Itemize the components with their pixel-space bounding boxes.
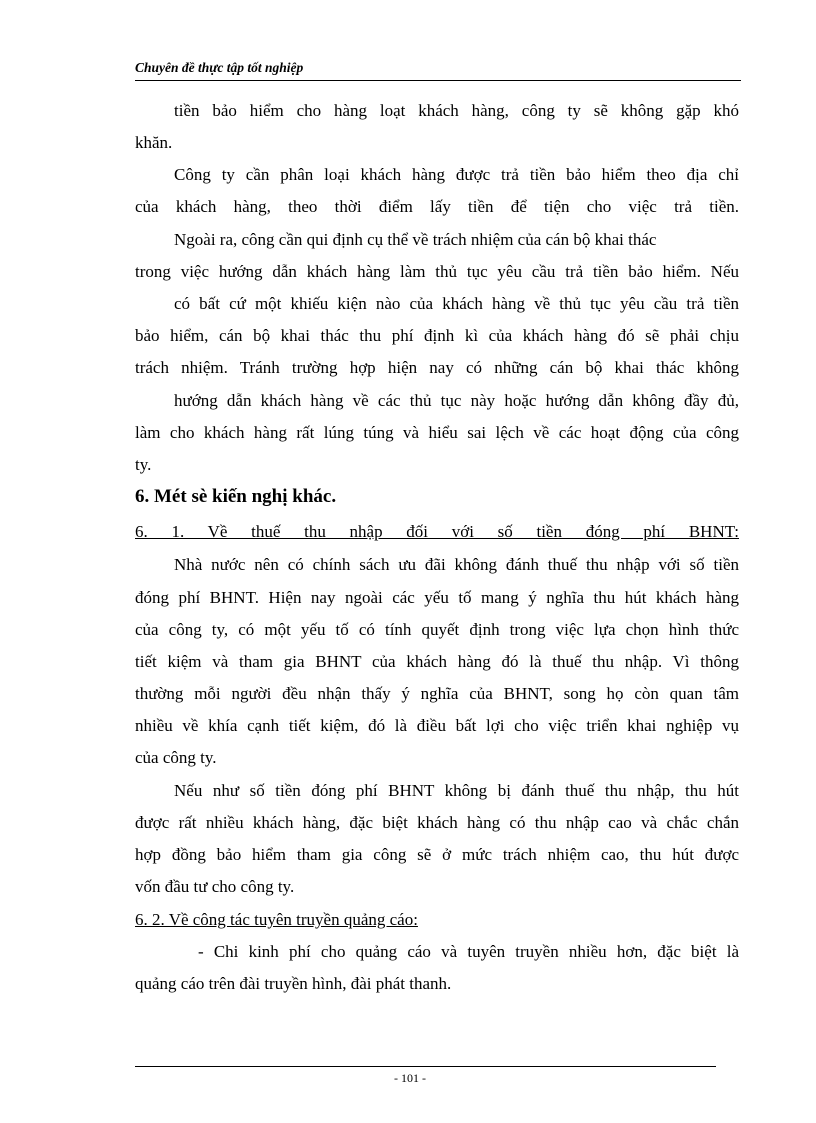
subsection-heading: 6. 2. Về công tác tuyên truyền quảng cáo: bbox=[135, 910, 418, 929]
paragraph-line: thường mỗi người đều nhận thấy ý nghĩa của BHNT, song họ còn quan tâm bbox=[135, 684, 739, 703]
paragraph-line: bảo hiểm, cán bộ khai thác thu phí định kì của khách hàng đó sẽ phải chịu bbox=[135, 326, 739, 345]
paragraph-line: Công ty cần phân loại khách hàng được trả tiền bảo hiểm theo địa chỉ bbox=[174, 165, 739, 184]
paragraph-line: được rất nhiều khách hàng, đặc biệt khách hàng có thu nhập cao và chắc chắn bbox=[135, 813, 739, 832]
paragraph-line: Ngoài ra, công cần qui định cụ thể về trách nhiệm của cán bộ khai thác bbox=[174, 230, 657, 249]
paragraph-line: có bất cứ một khiếu kiện nào của khách hàng về thủ tục yêu cầu trả tiền bbox=[174, 294, 739, 313]
paragraph-line: ty. bbox=[135, 455, 152, 474]
section-heading: 6. Mét sè kiến nghị khác. bbox=[135, 486, 337, 507]
paragraph-line: làm cho khách hàng rất lúng túng và hiểu sai lệch về các hoạt động của công bbox=[135, 423, 739, 442]
paragraph-line: trách nhiệm. Tránh trường hợp hiện nay có những cán bộ khai thác không bbox=[135, 358, 739, 377]
paragraph-line: của công ty. bbox=[135, 748, 217, 767]
paragraph-line: Nhà nước nên có chính sách ưu đãi không đánh thuế thu nhập với số tiền bbox=[174, 555, 739, 574]
paragraph-line: quảng cáo trên đài truyền hình, đài phát thanh. bbox=[135, 974, 452, 993]
paragraph-line: nhiều về khía cạnh tiết kiệm, đó là điều bất lợi cho việc triển khai nghiệp vụ bbox=[135, 716, 739, 735]
subsection-heading: 6. 1. Về thuế thu nhập đối với số tiền đóng phí BHNT: bbox=[135, 522, 739, 541]
header-title: Chuyên đề thực tập tốt nghiệp bbox=[135, 60, 304, 75]
footer-divider bbox=[135, 1066, 716, 1067]
paragraph-line: của công ty, có một yếu tố có tính quyết định trong việc lựa chọn hình thức bbox=[135, 620, 739, 639]
page-header bbox=[135, 58, 741, 81]
paragraph-line: của khách hàng, theo thời điểm lấy tiền để tiện cho việc trả tiền. bbox=[135, 197, 739, 216]
paragraph-line: tiền bảo hiểm cho hàng loạt khách hàng, công ty sẽ không gặp khó bbox=[174, 101, 739, 120]
paragraph-line: vốn đầu tư cho công ty. bbox=[135, 877, 295, 896]
paragraph-line: đóng phí BHNT. Hiện nay ngoài các yếu tố mang ý nghĩa thu hút khách hàng bbox=[135, 588, 739, 607]
paragraph-line: Nếu như số tiền đóng phí BHNT không bị đánh thuế thu nhập, thu hút bbox=[174, 781, 739, 800]
paragraph-line: hướng dẫn khách hàng về các thủ tục này hoặc hướng dẫn không đầy đủ, bbox=[174, 391, 739, 410]
paragraph-line: - Chi kinh phí cho quảng cáo và tuyên truyền nhiều hơn, đặc biệt là bbox=[198, 942, 739, 961]
paragraph-line: khăn. bbox=[135, 133, 173, 152]
paragraph-line: hợp đồng bảo hiểm tham gia công sẽ ở mức trách nhiệm cao, thu hút được bbox=[135, 845, 739, 864]
page-number: - 101 - bbox=[394, 1071, 426, 1085]
paragraph-line: tiết kiệm và tham gia BHNT của khách hàng đó là thuế thu nhập. Vì thông bbox=[135, 652, 739, 671]
paragraph-line: trong việc hướng dẫn khách hàng làm thủ tục yêu cầu trả tiền bảo hiểm. Nếu bbox=[135, 262, 739, 281]
